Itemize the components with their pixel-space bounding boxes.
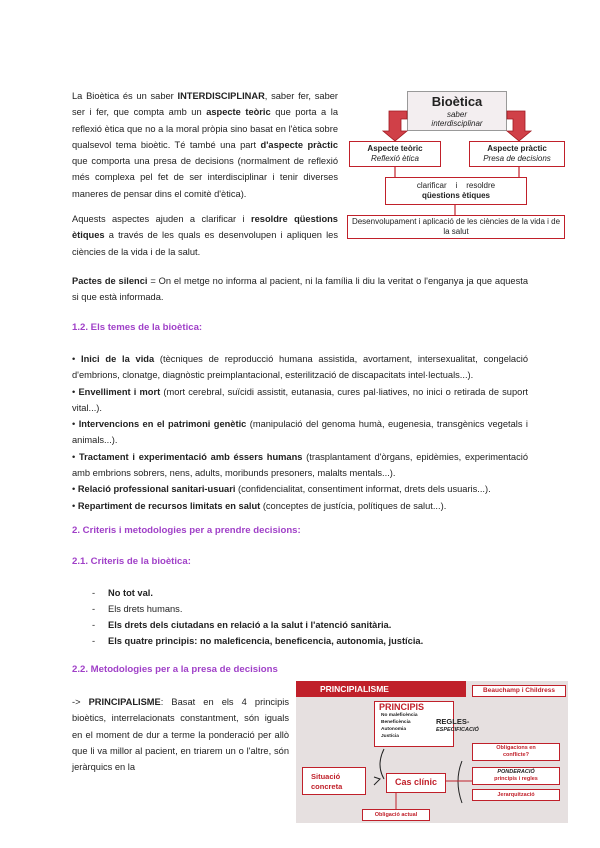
silence-paragraph: Pactes de silenci = On el metge no informa al pacient, ni la família li diu la veritat o l'enganya ja que aquesta si que està informada. [72, 276, 529, 303]
questions-box: clarificar i resoldre qüestions ètiques [385, 177, 527, 205]
criteria-item: - No tot val. [92, 588, 153, 598]
jerarquitzacio-box: Jerarquització [472, 789, 560, 801]
cas-clinic-box: Cas clínic [386, 773, 446, 793]
principialisme-header: PRINCIPIALISME [296, 681, 466, 697]
bioetica-diagram [345, 89, 567, 240]
desenvolupament-box: Desenvolupament i aplicació de les ciències de la vida i de la salut [347, 215, 565, 239]
criteria-item: - Els drets dels ciutadans en relació a la salut i l'atenció sanitària. [92, 620, 392, 630]
regles-label: REGLES- ESPECIFICACIÓ [436, 717, 479, 733]
criteria-item: - Els drets humans. [92, 604, 183, 614]
heading-2-2: 2.2. Metodologies per a la presa de decisions [72, 664, 278, 675]
heading-1-2: 1.2. Els temes de la bioètica: [72, 322, 203, 333]
heading-2: 2. Criteris i metodologies per a prendre decisions: [72, 525, 301, 536]
topic-item: • Envelliment i mort (mort cerebral, suïcidi assistit, eutanasia, cures pal·liatives, no inici o retirada de suport vital...). [72, 386, 529, 413]
situacio-box: Situació concreta [302, 767, 366, 795]
topics-list [72, 351, 528, 514]
intro-paragraph: La Bioètica és un saber INTERDISCIPLINAR, saber fer, saber ser i fer, que compta amb un aspecte teòric que porta a la reflexió ètica que no a la moral pròpia sino basat en l'ètica sobre qualsevol tema bioètic. Té també una part d'aspecte pràctic que comporta una presa de decisions (normalment de reflexió més complexa pel fet de ser interdisciplinar i tenir diverses maneres de pensar dins el comitè d'ètica). [72, 91, 339, 199]
principialisme-diagram [296, 681, 568, 823]
authors-box: Beauchamp i Childress [472, 685, 566, 697]
heading-2-1: 2.1. Criteris de la bioètica: [72, 556, 191, 567]
aspecte-teoric-box: Aspecte teòric Reflexió ètica [349, 141, 441, 167]
topic-item: • Relació professional sanitari-usuari (confidencialitat, consentiment informat, drets dels usuaris...). [72, 484, 491, 495]
aspecte-practic-box: Aspecte pràctic Presa de decisions [469, 141, 565, 167]
obligacions-box: Obligacions en conflicte? [472, 743, 560, 761]
criteria-item: - Els quatre principis: no maleficencia, beneficencia, autonomia, justícia. [92, 636, 424, 646]
obligacio-actual-box: Obligació actual [362, 809, 430, 821]
principialisme-paragraph: -> PRINCIPALISME: Basat en els 4 principis bioètics, interrelacionats constantment, són iguals en el moment de dur a terme la ponderació per allò que li va millor al pacient, en triarem un o l'altre, són jeràrquics en la [72, 697, 289, 773]
principis-box: PRINCIPIS No maleficència Beneficència Autonomia Justícia [374, 701, 454, 747]
bioetica-title-box: Bioètica saber interdisciplinar [407, 91, 507, 131]
topic-item: • Intervencions en el patrimoni genètic (manipulació del genoma humà, eugenesia, transgènics vegetals i animals...). [72, 419, 528, 446]
topic-item: • Inici de la vida (tècniques de reproducció humana assistida, avortament, intersexualitat, congelació d'embrions, clonatge, diagnòstic preimplantacional, esterilització de discapacitats intel·lectuals...). [72, 354, 528, 381]
topic-item: • Repartiment de recursos limitats en salut (conceptes de justícia, polítiques de salut...). [72, 500, 447, 511]
topic-item: • Tractament i experimentació amb éssers humans (trasplantament d'òrgans, epidèmies, experimentació amb embrions sobrers, nens, adults, moribunds presoners, malalts mentals...). [72, 451, 528, 479]
aspects-paragraph: Aquests aspectes ajuden a clarificar i resoldre qüestions ètiques a través de les quals es desenvolupen i apliquen les ciències de la vida i de la salut. [72, 214, 338, 257]
ponderacio-box: PONDERACIÓ principis i regles [472, 767, 560, 785]
